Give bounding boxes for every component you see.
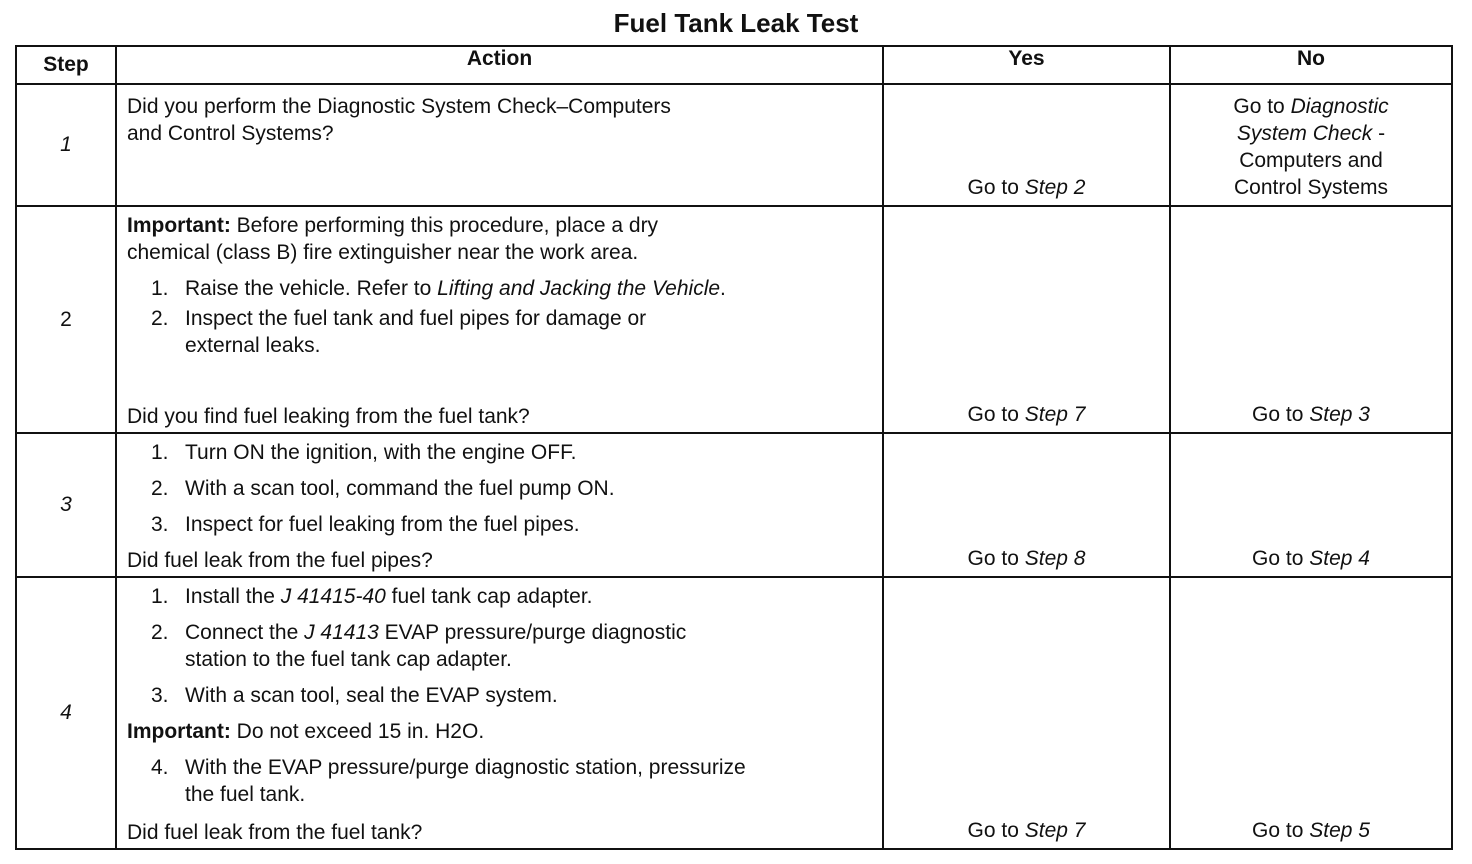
action-cell [116, 577, 883, 849]
item-text: Turn ON the ignition, with the engine OFF. [185, 441, 577, 464]
no-cell [1170, 84, 1452, 206]
list-item [127, 439, 872, 466]
go-to-text: Go to [967, 403, 1019, 426]
action-text: and Control Systems? [127, 122, 334, 145]
period: . [720, 277, 726, 300]
list-item [127, 682, 872, 709]
action-cell [116, 84, 883, 206]
item-number: 2. [151, 307, 169, 330]
table-row [16, 577, 1452, 849]
step-link[interactable]: Step 7 [1024, 403, 1086, 426]
list-item [127, 275, 872, 302]
list-item [127, 475, 872, 502]
item-number: 3. [151, 684, 169, 707]
table-row [16, 433, 1452, 577]
item-number: 2. [151, 621, 169, 644]
important-note [127, 212, 872, 239]
table-row [16, 84, 1452, 206]
important-text: Before performing this procedure, place a dry [236, 214, 659, 237]
leak-test-table [15, 45, 1453, 850]
list-item [127, 619, 872, 673]
question-text: Did fuel leak from the fuel tank? [127, 821, 423, 844]
page-title: Fuel Tank Leak Test [613, 8, 859, 38]
item-text: EVAP pressure/purge diagnostic [384, 621, 687, 644]
list-item [127, 511, 872, 538]
question-text: Did you find fuel leaking from the fuel tank? [127, 405, 530, 428]
procedure-text: Control Systems [1233, 176, 1389, 199]
item-text: fuel tank cap adapter. [391, 585, 593, 608]
list-item [127, 754, 872, 808]
step-link[interactable]: Step 2 [1024, 176, 1086, 199]
step-number: 1 [16, 84, 116, 206]
no-cell [1170, 206, 1452, 433]
important-text: Do not exceed 15 in. H2O. [236, 720, 485, 743]
go-to-text: Go to [1252, 819, 1304, 842]
item-number: 1. [151, 441, 169, 464]
item-number: 1. [151, 585, 169, 608]
item-text: Inspect the fuel tank and fuel pipes for damage or [185, 307, 647, 330]
no-cell [1170, 433, 1452, 577]
step-number: 2 [16, 206, 116, 433]
item-number: 3. [151, 513, 169, 536]
tool-number: J 41413 [304, 621, 379, 644]
yes-cell [883, 433, 1170, 577]
step-link[interactable]: Step 3 [1309, 403, 1370, 426]
header-yes: Yes [883, 46, 1170, 84]
procedure-link[interactable]: System Check [1236, 122, 1373, 145]
item-number: 4. [151, 756, 169, 779]
list-item [127, 583, 872, 610]
item-number: 1. [151, 277, 169, 300]
header-action: Action [116, 46, 883, 84]
table-row [16, 206, 1452, 433]
go-to-text: Go to [967, 176, 1019, 199]
important-text: chemical (class B) fire extinguisher near the work area. [127, 241, 639, 264]
step-number: 4 [16, 577, 116, 849]
item-text: With a scan tool, seal the EVAP system. [185, 684, 558, 707]
step-link[interactable]: Step 7 [1024, 819, 1086, 842]
tool-number: J 41415-40 [280, 585, 386, 608]
table-header [16, 46, 1452, 84]
item-text: With the EVAP pressure/purge diagnostic station, pressurize [185, 756, 746, 779]
item-text: external leaks. [185, 334, 321, 357]
important-label: Important: [127, 720, 231, 743]
item-text: Raise the vehicle. Refer to [185, 277, 432, 300]
list-item [127, 305, 872, 359]
action-cell [116, 206, 883, 433]
item-text: Inspect for fuel leaking from the fuel pipes. [185, 513, 580, 536]
go-to-text: Go to [1252, 403, 1304, 426]
item-text: station to the fuel tank cap adapter. [185, 648, 512, 671]
item-number: 2. [151, 477, 169, 500]
go-to-text: Go to [967, 819, 1019, 842]
item-text: the fuel tank. [185, 783, 306, 806]
important-label: Important: [127, 214, 231, 237]
step-link[interactable]: Step 8 [1024, 547, 1086, 570]
dash-text: - [1378, 122, 1386, 145]
go-to-text: Go to [1252, 547, 1304, 570]
question-text: Did fuel leak from the fuel pipes? [127, 549, 433, 572]
item-text: Connect the [185, 621, 299, 644]
item-text: Install the [185, 585, 275, 608]
action-text: Did you perform the Diagnostic System Check–Computers [127, 95, 671, 118]
yes-cell [883, 577, 1170, 849]
step-number: 3 [16, 433, 116, 577]
go-to-text: Go to [1233, 95, 1285, 118]
important-note [127, 718, 872, 745]
go-to-text: Go to [967, 547, 1019, 570]
yes-cell [883, 206, 1170, 433]
no-cell [1170, 577, 1452, 849]
step-link[interactable]: Step 4 [1309, 547, 1370, 570]
step-link[interactable]: Step 5 [1309, 819, 1370, 842]
yes-cell [883, 84, 1170, 206]
header-step: Step [16, 46, 116, 84]
procedure-link[interactable]: Diagnostic [1290, 95, 1389, 118]
procedure-text: Computers and [1239, 149, 1383, 172]
procedure-link[interactable]: Lifting and Jacking the Vehicle [437, 277, 721, 300]
header-no: No [1170, 46, 1452, 84]
action-cell [116, 433, 883, 577]
item-text: With a scan tool, command the fuel pump ON. [185, 477, 615, 500]
